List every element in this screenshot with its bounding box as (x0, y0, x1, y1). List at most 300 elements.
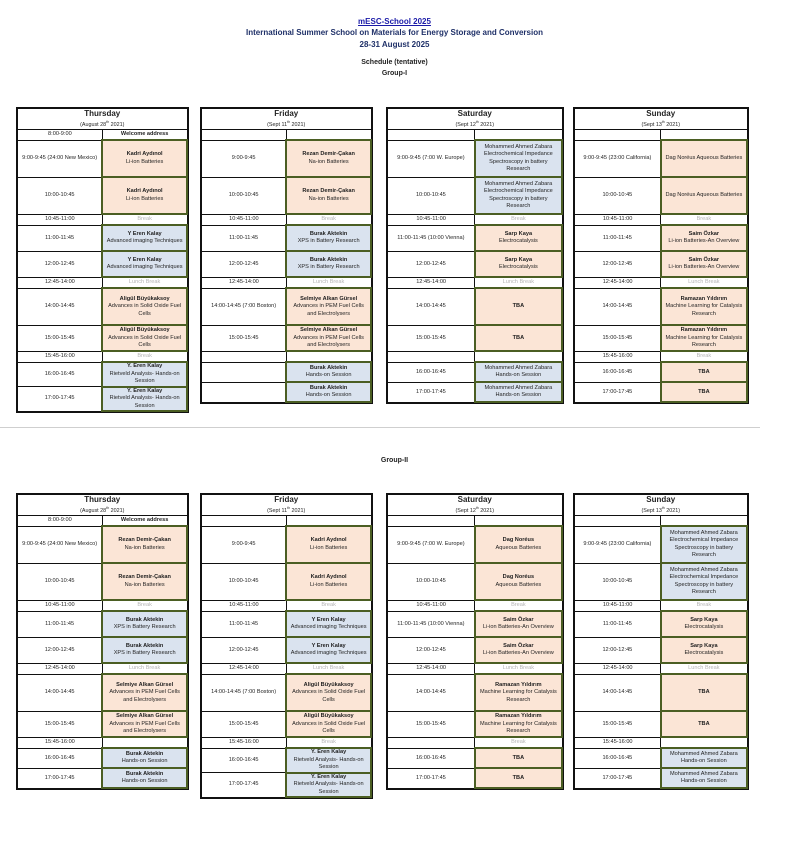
session-title: Hands-on Session (121, 778, 168, 785)
session-title: Welcome address (120, 516, 169, 523)
time-slot: 12:45-14:00 (18, 663, 103, 674)
time-slot (202, 351, 287, 362)
session-cell (102, 225, 187, 251)
schedule-row (18, 711, 188, 737)
session-title: Li-ion Batteries (309, 581, 348, 588)
session-title: Advances in PEM Fuel Cells and Electrolysers (293, 303, 364, 317)
session-title: Na-ion Batteries (124, 544, 165, 551)
session-cell (475, 140, 562, 177)
session-cell (102, 737, 187, 748)
session-cell (102, 288, 187, 325)
speaker-name: Kadri Aydınol (126, 188, 163, 195)
session-cell (286, 325, 371, 351)
speaker-name: Y Eren Kalay (311, 642, 346, 649)
session-title: Advanced imaging Techniques (106, 238, 183, 245)
session-cell (661, 515, 747, 526)
schedule-row (202, 526, 372, 563)
session-cell (286, 737, 371, 748)
time-slot: 12:00-12:45 (388, 251, 475, 277)
schedule-row (388, 140, 563, 177)
time-slot: 15:45-16:00 (575, 351, 661, 362)
schedule-row (575, 288, 748, 325)
day-date: (Sept 11th 2021) (267, 506, 306, 514)
time-slot: 11:00-11:45 (575, 225, 661, 251)
speaker-name: Selmiye Alkan Gürsel (300, 295, 358, 302)
day-table-thursday (16, 107, 189, 413)
session-cell (475, 277, 562, 288)
session-title: Na-ion Batteries (124, 581, 165, 588)
schedule-row (388, 351, 563, 362)
speaker-name: Burak Aktekin (309, 384, 348, 391)
day-table-friday (200, 493, 373, 799)
speaker-name: Y. Eren Kalay (127, 387, 163, 394)
day-table-saturday (386, 107, 564, 404)
speaker-name: Aligül Büyükaksoy (303, 681, 354, 688)
time-slot: 16:00-16:45 (18, 362, 103, 387)
speaker-name: Rezan Demir-Çakan (118, 537, 171, 544)
schedule-row (18, 526, 188, 563)
schedule-row (202, 563, 372, 600)
day-header (388, 495, 563, 516)
session-cell (475, 768, 562, 788)
day-table-thursday (16, 493, 189, 790)
schedule-row (388, 382, 563, 402)
time-slot (202, 362, 287, 382)
speaker-name: Burak Aktekin (309, 256, 348, 263)
time-slot: 17:00-17:45 (575, 768, 661, 788)
speaker-name: Y. Eren Kalay (311, 773, 347, 780)
session-title: Lunch Break (688, 279, 720, 286)
speaker-name: Aligül Büyükaksoy (303, 713, 354, 720)
time-slot: 8:00-9:00 (18, 129, 103, 140)
speaker-name: TBA (512, 334, 525, 341)
speaker-name: TBA (698, 689, 710, 696)
time-slot: 12:45-14:00 (388, 663, 475, 674)
schedule-row (575, 674, 748, 711)
time-slot: 12:00-12:45 (18, 251, 103, 277)
day-header (202, 109, 372, 130)
schedule-row (575, 748, 748, 768)
schedule-row (388, 177, 563, 214)
day-name: Thursday (84, 495, 121, 504)
session-cell (661, 600, 747, 611)
time-slot: 12:45-14:00 (202, 663, 287, 674)
time-slot: 9:00-9:45 (202, 140, 287, 177)
time-slot: 11:00-11:45 (10:00 Vienna) (388, 225, 475, 251)
session-cell (475, 611, 562, 637)
session-title: Mohammed Ahmed Zabara Hands-on Session (484, 364, 553, 379)
session-title: XPS in Battery Research (113, 624, 176, 631)
session-cell (661, 663, 747, 674)
schedule-row (202, 637, 372, 663)
session-cell (286, 674, 371, 711)
time-slot: 14:00-14:45 (575, 674, 661, 711)
schedule-row (388, 748, 563, 768)
time-slot: 9:00-9:45 (24:00 New Mexico) (18, 526, 103, 563)
schedule-row (18, 177, 188, 214)
schedule-row (18, 277, 188, 288)
time-slot: 14:00-14:45 (18, 288, 103, 325)
schedule-row (18, 611, 188, 637)
schedule-row (388, 129, 563, 140)
speaker-name: Ramazan Yıldırım (495, 681, 542, 688)
session-title: Li-ion Batteries (125, 195, 164, 202)
schedule-row (575, 129, 748, 140)
speaker-name: Kadri Aydınol (310, 537, 347, 544)
session-title: Mohammed Ahmed Zabara Hands-on Session (669, 770, 738, 785)
time-slot: 14:00-14:45 (7:00 Boston) (202, 288, 287, 325)
session-cell (102, 768, 187, 788)
session-title: Advanced imaging Techniques (290, 650, 367, 657)
session-cell (286, 773, 371, 798)
time-slot (202, 382, 287, 402)
time-slot: 15:00-15:45 (202, 325, 287, 351)
day-name: Saturday (457, 495, 492, 504)
session-cell (286, 140, 371, 177)
schedule-row (575, 351, 748, 362)
schedule-row (388, 251, 563, 277)
session-title: XPS in Battery Research (297, 238, 360, 245)
session-cell (102, 214, 187, 225)
schedule-row (202, 663, 372, 674)
session-cell (475, 663, 562, 674)
session-cell (286, 711, 371, 737)
session-title: Mohammed Ahmed Zabara Electrochemical Impedance Spectroscopy in battery Research (669, 566, 739, 596)
time-slot: 12:00-12:45 (575, 637, 661, 663)
schedule-row (202, 515, 372, 526)
session-title: Break (137, 353, 152, 360)
session-title: Dag Noréus Aqueous Batteries (665, 155, 743, 162)
session-cell (661, 748, 747, 768)
session-title: Rietveld Analysis- Hands-on Session (109, 395, 180, 409)
time-slot: 15:00-15:45 (575, 325, 661, 351)
time-slot: 15:45-16:00 (18, 351, 103, 362)
session-title: Na-ion Batteries (308, 158, 349, 165)
session-title: Machine Learning for Catalysis Research (665, 303, 743, 317)
session-title: Mohammed Ahmed Zabara Electrochemical Impedance Spectroscopy in battery Research (669, 529, 739, 559)
session-cell (102, 387, 187, 412)
session-cell (661, 351, 747, 362)
schedule-row (575, 225, 748, 251)
day-date: (Sept 13th 2021) (641, 506, 681, 514)
session-title: Machine Learning for Catalysis Research (479, 689, 557, 703)
time-slot: 17:00-17:45 (575, 382, 661, 402)
schedule-row (202, 711, 372, 737)
speaker-name: Dag Noréus (502, 537, 535, 544)
schedule-row (18, 748, 188, 768)
session-title: Advances in Solid Oxide Fuel Cells (292, 689, 366, 703)
schedule-row (575, 526, 748, 563)
speaker-name: TBA (698, 720, 710, 727)
schedule-row (388, 277, 563, 288)
schedule-row (202, 362, 372, 382)
schedule-row (202, 225, 372, 251)
day-header (388, 109, 563, 130)
time-slot: 10:45-11:00 (388, 600, 475, 611)
session-cell (661, 129, 747, 140)
session-title: Lunch Break (688, 665, 720, 672)
session-cell (286, 637, 371, 663)
day-date: (Sept 11th 2021) (267, 120, 306, 128)
speaker-name: Saim Özkar (503, 616, 534, 623)
session-title: Lunch Break (128, 279, 161, 286)
time-slot (575, 129, 661, 140)
group-label: Group-II (380, 457, 409, 464)
speaker-name: Sarp Kaya (690, 616, 718, 623)
schedule-row (18, 325, 188, 351)
session-cell (661, 737, 747, 748)
session-title: Mohammed Ahmed Zabara Electrochemical Impedance Spectroscopy in battery Research (484, 143, 553, 173)
session-cell (661, 288, 747, 325)
time-slot: 12:00-12:45 (575, 251, 661, 277)
speaker-name: Sarp Kaya (504, 256, 533, 263)
session-cell (475, 526, 562, 563)
schedule-row (388, 563, 563, 600)
session-cell (286, 382, 371, 402)
time-slot: 15:00-15:45 (18, 325, 103, 351)
session-title: Aqueous Batteries (495, 544, 542, 551)
time-slot: 11:00-11:45 (18, 611, 103, 637)
schedule-row (388, 711, 563, 737)
schedule-row (202, 325, 372, 351)
schedule-row (575, 140, 748, 177)
time-slot: 12:45-14:00 (18, 277, 103, 288)
speaker-name: Selmiye Alkan Gürsel (300, 327, 358, 334)
session-cell (475, 711, 562, 737)
time-slot: 9:00-9:45 (7:00 W. Europe) (388, 526, 475, 563)
speaker-name: TBA (698, 368, 710, 375)
speaker-name: TBA (512, 774, 525, 781)
time-slot: 12:00-12:45 (202, 251, 287, 277)
session-title: Advances in PEM Fuel Cells and Electrolysers (293, 334, 364, 349)
session-title: Hands-on Session (305, 392, 352, 399)
session-title: Lunch Break (502, 279, 535, 286)
session-cell (286, 362, 371, 382)
session-cell (475, 674, 562, 711)
session-title: Welcome address (120, 130, 169, 137)
time-slot: 15:45-16:00 (202, 737, 287, 748)
session-cell (661, 382, 747, 402)
session-cell (102, 140, 187, 177)
session-cell (475, 351, 562, 362)
time-slot: 16:00-16:45 (18, 748, 103, 768)
schedule-row (202, 674, 372, 711)
time-slot: 11:00-11:45 (10:00 Vienna) (388, 611, 475, 637)
time-slot: 10:45-11:00 (202, 600, 287, 611)
speaker-name: Burak Aktekin (125, 642, 164, 649)
session-cell (286, 351, 371, 362)
speaker-name: Y Eren Kalay (311, 616, 346, 623)
day-name: Saturday (457, 109, 492, 118)
session-title: Lunch Break (312, 279, 345, 286)
session-title: Break (511, 602, 526, 609)
schedule-row (18, 288, 188, 325)
session-cell (102, 674, 187, 711)
speaker-name: Burak Aktekin (125, 616, 164, 623)
time-slot: 12:45-14:00 (388, 277, 475, 288)
time-slot: 17:00-17:45 (18, 387, 103, 412)
session-title: Hands-on Session (305, 372, 352, 379)
session-cell (286, 251, 371, 277)
session-title: Break (137, 216, 152, 223)
speaker-name: Burak Aktekin (125, 770, 164, 777)
session-cell (661, 637, 747, 663)
speaker-name: Selmiye Alkan Gürsel (116, 713, 174, 720)
schedule-row (388, 325, 563, 351)
session-cell (661, 768, 747, 788)
time-slot (388, 515, 475, 526)
schedule-row (388, 526, 563, 563)
session-cell (475, 637, 562, 663)
session-cell (102, 515, 187, 526)
speaker-name: TBA (698, 388, 710, 395)
session-cell (475, 362, 562, 382)
schedule-row (202, 277, 372, 288)
session-title: Advances in Solid Oxide Fuel Cells (108, 303, 182, 317)
schedule-row (575, 177, 748, 214)
schedule-row (575, 214, 748, 225)
session-cell (286, 277, 371, 288)
session-title: Advances in Solid Oxide Fuel Cells (108, 334, 182, 349)
session-cell (661, 526, 747, 563)
time-slot: 10:45-11:00 (388, 214, 475, 225)
day-date: (Sept 13th 2021) (641, 120, 681, 128)
time-slot: 8:00-9:00 (18, 515, 103, 526)
session-title: Advanced imaging Techniques (290, 624, 367, 631)
day-date: (Sept 12th 2021) (455, 506, 495, 514)
session-cell (286, 225, 371, 251)
schedule-row (18, 225, 188, 251)
session-title: Machine Learning for Catalysis Research (479, 720, 557, 735)
session-title: Electrocatalysis (498, 238, 538, 245)
speaker-name: Aligül Büyükaksoy (119, 295, 170, 302)
session-title: Advanced imaging Techniques (106, 264, 183, 271)
session-title: Electrocatalysis (498, 264, 538, 271)
session-cell (475, 225, 562, 251)
session-cell (475, 288, 562, 325)
schedule-row (388, 362, 563, 382)
session-cell (475, 382, 562, 402)
session-cell (286, 663, 371, 674)
time-slot: 10:00-10:45 (202, 177, 287, 214)
speaker-name: Kadri Aydınol (126, 151, 163, 158)
session-cell (286, 526, 371, 563)
session-title: Li-ion Batteries-An Overview (482, 650, 554, 657)
session-cell (102, 351, 187, 362)
schedule-row (575, 277, 748, 288)
session-cell (661, 362, 747, 382)
session-cell (286, 288, 371, 325)
schedule-row (575, 382, 748, 402)
speaker-name: TBA (512, 754, 525, 761)
session-cell (661, 225, 747, 251)
speaker-name: Y Eren Kalay (127, 256, 162, 263)
session-title: Mohammed Ahmed Zabara Hands-on Session (484, 384, 553, 399)
day-header (575, 495, 748, 516)
schedule-row (18, 362, 188, 387)
schedule-row (388, 225, 563, 251)
session-cell (286, 129, 371, 140)
speaker-name: Saim Özkar (688, 230, 720, 237)
session-title: Break (696, 602, 712, 609)
schedule-row (18, 387, 188, 412)
time-slot: 10:00-10:45 (202, 563, 287, 600)
day-table-sunday (573, 107, 749, 404)
session-title: Advances in PEM Fuel Cells and Electrolysers (109, 720, 180, 735)
schedule-row (202, 773, 372, 798)
time-slot (388, 737, 475, 748)
schedule-row (575, 768, 748, 788)
session-title: Lunch Break (128, 665, 161, 672)
schedule-row (18, 251, 188, 277)
time-slot: 14:00-14:45 (18, 674, 103, 711)
schedule-row (575, 737, 748, 748)
day-table-saturday (386, 493, 564, 790)
time-slot: 15:00-15:45 (202, 711, 287, 737)
header-link[interactable]: mESC-School 2025 (358, 17, 431, 26)
session-cell (661, 674, 747, 711)
schedule-row (388, 674, 563, 711)
session-cell (475, 129, 562, 140)
schedule-row (202, 748, 372, 773)
session-title: Rietveld Analysis- Hands-on Session (109, 370, 180, 385)
page-title: International Summer School on Materials for Energy Storage and Conversion (246, 28, 543, 37)
time-slot: 15:00-15:45 (388, 711, 475, 737)
speaker-name: Ramazan Yıldırım (680, 327, 728, 334)
day-header (18, 495, 188, 516)
time-slot: 11:00-11:45 (202, 611, 287, 637)
speaker-name: Y Eren Kalay (127, 230, 162, 237)
speaker-name: Ramazan Yıldırım (680, 295, 728, 302)
session-title: XPS in Battery Research (297, 264, 360, 271)
schedule-row (575, 600, 748, 611)
session-cell (475, 600, 562, 611)
schedule-row (575, 637, 748, 663)
session-cell (102, 325, 187, 351)
session-cell (286, 748, 371, 773)
session-cell (102, 711, 187, 737)
session-title: Dag Noréus Aqueous Batteries (665, 192, 743, 199)
group-label: Group-I (381, 70, 408, 77)
time-slot: 12:45-14:00 (575, 663, 661, 674)
speaker-name: TBA (512, 303, 525, 310)
session-title: Break (321, 602, 336, 609)
day-name: Friday (274, 109, 299, 118)
session-cell (475, 214, 562, 225)
time-slot: 10:00-10:45 (575, 177, 661, 214)
session-cell (286, 214, 371, 225)
session-title: Advances in Solid Oxide Fuel Cells (292, 720, 366, 735)
schedule-row (202, 288, 372, 325)
time-slot: 14:00-14:45 (7:00 Boston) (202, 674, 287, 711)
session-cell (286, 611, 371, 637)
day-header (18, 109, 188, 130)
session-title: Break (321, 739, 336, 746)
time-slot: 10:45-11:00 (575, 214, 661, 225)
session-title: Electrocatalysis (684, 624, 724, 631)
time-slot: 17:00-17:45 (202, 773, 287, 798)
schedule-row (575, 325, 748, 351)
time-slot (202, 515, 287, 526)
session-cell (661, 325, 747, 351)
session-title: Rietveld Analysis- Hands-on Session (293, 756, 364, 771)
schedule-row (202, 251, 372, 277)
time-slot: 15:00-15:45 (575, 711, 661, 737)
day-name: Friday (274, 495, 299, 504)
session-title: Mohammed Ahmed Zabara Hands-on Session (669, 750, 738, 765)
session-cell (102, 637, 187, 663)
session-title: Lunch Break (312, 665, 345, 672)
